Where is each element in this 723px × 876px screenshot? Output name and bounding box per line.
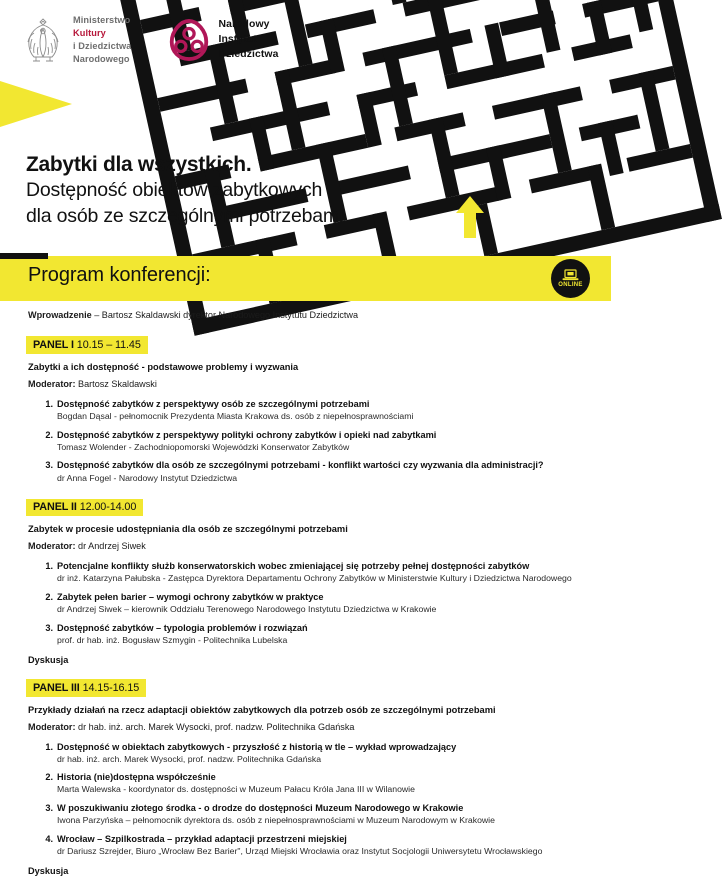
nid-trefoil-icon [169,19,209,61]
talk-speaker: Tomasz Wolender - Zachodniopomorski Wojewódzki Konserwator Zabytków [57,441,350,452]
talk-speaker: dr Anna Fogel - Narodowy Instytut Dziedzictwa [57,472,238,483]
talk-speaker: dr Andrzej Siwek – kierownik Oddziału Terenowego Narodowego Instytutu Dziedzictwa w Krakowie [57,604,437,615]
panel-tag [26,499,143,517]
laptop-icon [562,269,579,281]
panel-moderator [28,541,611,553]
talk-speaker: dr hab. inż. arch. Marek Wysocki, prof. nadzw. Politechnika Gdańska [57,753,322,764]
panel-section [0,335,611,484]
moderator-name: dr Andrzej Siwek [75,541,146,552]
talk-item [0,560,611,585]
talk-number: 3. [45,460,53,471]
talk-item [0,459,611,484]
panel-section [0,678,611,876]
talk-list [0,398,611,484]
talk-number: 2. [45,591,53,602]
program-heading: Program konferencji: [28,264,211,286]
talk-item [0,833,611,858]
panel-time: 12.00-14.00 [76,501,137,514]
title-line-3: dla osób ze szczególnymi potrzebami [26,204,344,227]
talk-speaker: dr inż. Katarzyna Pałubska - Zastępca Dyrektora Departamentu Ochrony Zabytków w Ministerstwie Kultury i Dziedzictwa Narodowego [57,573,572,584]
talk-speaker: Marta Walewska - koordynator ds. dostępności w Muzeum Pałacu Króla Jana III w Wilanowie [57,784,415,795]
talk-title: Dostępność zabytków z perspektywy osób ze szczególnymi potrzebami [57,398,370,409]
logo-bar [22,14,278,66]
talk-title: Dostępność zabytków dla osób ze szczególnymi potrzebami - konflikt wartości czy wyzwania dla administracji? [57,460,544,471]
talk-title: Dostępność zabytków – typologia problemów i rozwiązań [57,622,308,633]
poster-title [26,152,343,229]
talk-item [0,429,611,454]
panel-moderator [28,379,611,391]
ministry-logo [22,14,131,66]
yellow-right-wedge [0,81,72,127]
nid-line-2: Instytut [218,33,257,45]
talk-item [0,398,611,423]
panel-moderator [28,722,611,734]
talk-list [0,741,611,858]
panel-time: 14.15-16.15 [79,681,140,694]
ministry-line-3: i Dziedzictwa [73,41,132,52]
moderator-name: dr hab. inż. arch. Marek Wysocki, prof. nadzw. Politechnika Gdańska [75,721,355,732]
talk-title: Zabytek pełen barier – wymogi ochrony zabytków w praktyce [57,591,324,602]
title-line-1: Zabytki dla wszystkich. [26,153,252,176]
panel-section [0,497,611,664]
moderator-label: Moderator: [28,721,76,732]
ministry-line-2: Kultury [73,28,106,39]
talk-title: W poszukiwaniu złotego środka - o drodze do dostępności Muzeum Narodowego w Krakowie [57,803,464,814]
program-body [0,301,611,876]
talk-speaker: Iwona Parzyńska – pełnomocnik dyrektora ds. osób z niepełnosprawnościami w Muzeum Narodowym w Krakowie [57,815,495,826]
ministry-line-4: Narodowego [73,54,130,65]
moderator-label: Moderator: [28,541,76,552]
panel-name: PANEL III [33,681,80,694]
panel-theme: Przykłady działań na rzecz adaptacji obiektów zabytkowych dla potrzeb osób ze szczególnymi potrzebami [28,704,496,715]
title-line-2: Dostępność obiektów zabytkowych [26,179,323,202]
talk-number: 1. [45,561,53,572]
talk-list [0,560,611,646]
intro-label: Wprowadzenie [28,310,92,320]
talk-title: Dostępność w obiektach zabytkowych - przyszłość z historią w tle – wykład wprowadzający [57,741,457,752]
talk-item [0,741,611,766]
panel-time: 10.15 – 11.45 [73,338,141,351]
talk-number: 3. [45,803,53,814]
online-badge [551,259,590,298]
intro-line [28,310,611,322]
talk-number: 1. [45,741,53,752]
talk-item [0,591,611,616]
talk-title: Potencjalne konflikty służb konserwatorskich wobec zmieniającej się potrzeby pełnej dostępności zabytków [57,561,530,572]
talk-title: Dostępność zabytków z perspektywy polityki ochrony zabytków i opieki nad zabytkami [57,429,437,440]
online-badge-label: ONLINE [558,282,583,288]
talk-number: 2. [45,772,53,783]
nid-logo-text [218,18,278,62]
talk-item [0,771,611,796]
moderator-label: Moderator: [28,378,76,389]
talk-number: 3. [45,622,53,633]
panel-theme: Zabytki a ich dostępność - podstawowe problemy i wyzwania [28,361,299,372]
talk-title: Wrocław – Szpilkostrada – przykład adaptacji przestrzeni miejskiej [57,833,347,844]
banner-black-tab [0,253,48,259]
discussion-label: Dyskusja [28,865,69,876]
nid-line-3: Dziedzictwa [218,48,279,60]
talk-item [0,802,611,827]
panel-name: PANEL II [33,501,77,514]
panels-list [0,335,611,876]
panel-theme: Zabytek w procesie udostępniania dla osób ze szczególnymi potrzebami [28,524,348,535]
yellow-up-arrow-icon [455,196,485,238]
talk-speaker: prof. dr hab. inż. Bogusław Szmygin - Politechnika Lubelska [57,634,288,645]
talk-number: 2. [45,429,53,440]
ministry-line-1: Ministerstwo [73,15,131,25]
moderator-name: Bartosz Skaldawski [75,378,157,389]
nid-logo [169,18,278,62]
discussion-label: Dyskusja [28,654,69,665]
intro-text: – Bartosz Skaldawski dyrektor Narodowego Instytutu Dziedzictwa [91,310,359,320]
panel-name: PANEL I [33,338,74,351]
talk-speaker: Bogdan Dąsal - pełnomocnik Prezydenta Miasta Krakowa ds. osób z niepełnosprawnościami [57,410,414,421]
polish-eagle-emblem-icon [22,15,64,65]
panel-tag [26,679,146,697]
talk-speaker: dr Dariusz Szrejder, Biuro „Wrocław Bez Barier", Urząd Miejski Wrocławia oraz Instytut Socjologii Uniwersytetu Wrocławskiego [57,846,543,857]
talk-title: Historia (nie)dostępna współcześnie [57,772,216,783]
nid-line-1: Narodowy [218,18,270,30]
talk-number: 4. [45,833,53,844]
panel-tag [26,336,148,354]
talk-item [0,622,611,647]
talk-number: 1. [45,398,53,409]
ministry-logo-text [73,14,131,66]
